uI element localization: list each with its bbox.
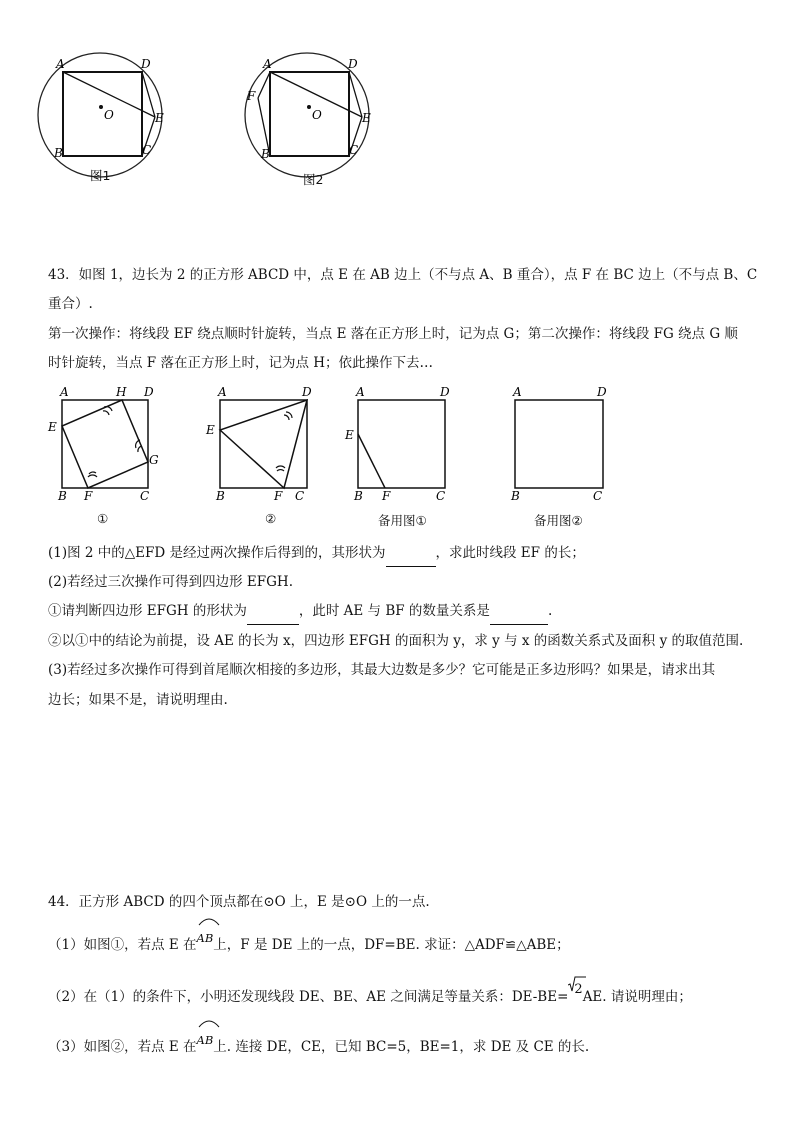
quadrilateral-efgh bbox=[62, 400, 148, 488]
q43-part-2a-text: ①请判断四边形 EFGH 的形状为 bbox=[48, 603, 247, 619]
q43-spare-figure-1-caption: 备用图① bbox=[378, 513, 427, 528]
angle-mark bbox=[276, 466, 285, 471]
q43-part-2a-mid: ，此时 AE 与 BF 的数量关系是 bbox=[298, 603, 490, 619]
q44-part-2 bbox=[48, 984, 760, 1011]
label-b: B bbox=[511, 489, 520, 503]
label-c: C bbox=[349, 143, 359, 157]
label-c: C bbox=[436, 489, 446, 503]
arc-ab-label: AB bbox=[196, 1033, 214, 1047]
label-d: D bbox=[440, 385, 450, 399]
square-abcd bbox=[62, 400, 148, 488]
label-a: A bbox=[356, 385, 365, 399]
label-f: F bbox=[274, 489, 283, 503]
q43-part-2: (2)若经过三次操作可得到四边形 EFGH. bbox=[48, 574, 293, 590]
sqrt-2 bbox=[568, 976, 582, 1003]
figure-2 bbox=[245, 50, 385, 190]
label-b: B bbox=[58, 489, 67, 503]
label-c: C bbox=[142, 143, 152, 157]
label-h: H bbox=[116, 385, 127, 399]
q43-intro-line2: 重合）. bbox=[48, 296, 93, 312]
q43-operation-line2: 时针旋转，当点 F 落在正方形上时，记为点 H；依此操作下去… bbox=[48, 355, 434, 371]
label-d: D bbox=[144, 385, 154, 399]
q43-intro-line1: 43．如图 1，边长为 2 的正方形 ABCD 中，点 E 在 AB 边上（不与点 A、B 重合），点 F 在 BC 边上（不与点 B、C bbox=[48, 267, 758, 283]
label-d: D bbox=[302, 385, 312, 399]
square-abcd bbox=[515, 400, 603, 488]
arc-ab bbox=[197, 925, 214, 952]
segment-de bbox=[349, 72, 362, 117]
label-e: E bbox=[345, 428, 354, 442]
label-e: E bbox=[155, 111, 164, 125]
q43-figure-2 bbox=[202, 382, 332, 507]
figure-1-caption: 图1 bbox=[90, 168, 111, 183]
q44-part-1 bbox=[48, 932, 760, 959]
q43-figure-2-caption: ② bbox=[265, 511, 277, 526]
label-e: E bbox=[362, 111, 371, 125]
q43-spare-figure-2-caption: 备用图② bbox=[534, 513, 583, 528]
label-b: B bbox=[354, 489, 363, 503]
angle-mark bbox=[284, 412, 292, 420]
q43-operation-line1: 第一次操作：将线段 EF 绕点顺时针旋转，当点 E 落在正方形上时，记为点 G；第二次操作：将线段 FG 绕点 G 顺 bbox=[48, 326, 738, 342]
q43-part-2b: ②以①中的结论为前提，设 AE 的长为 x，四边形 EFGH 的面积为 y，求 y 与 x 的函数关系式及面积 y 的取值范围. bbox=[48, 633, 744, 649]
arc-ab-label: AB bbox=[196, 931, 214, 945]
label-f: F bbox=[247, 89, 256, 103]
label-d: D bbox=[141, 57, 151, 71]
square-abcd bbox=[63, 72, 142, 156]
label-f: F bbox=[84, 489, 93, 503]
square-abcd bbox=[358, 400, 445, 488]
label-e: E bbox=[48, 420, 57, 434]
q43-part-3-line1: (3)若经过多次操作可得到首尾顺次相接的多边形，其最大边数是多少？它可能是正多边形吗？如果是，请求出其 bbox=[48, 662, 716, 678]
label-a: A bbox=[56, 57, 65, 71]
figure-2-caption: 图2 bbox=[303, 172, 324, 187]
segment-ef bbox=[358, 434, 385, 488]
label-b: B bbox=[54, 146, 63, 160]
q44-part-3-text: （3）如图②，若点 E 在 bbox=[48, 1039, 197, 1055]
label-c: C bbox=[295, 489, 305, 503]
q44-part-2-text: （2）在（1）的条件下，小明还发现线段 DE、BE、AE 之间满足等量关系：DE-BE= bbox=[48, 989, 569, 1005]
q43-part-2a-end: . bbox=[547, 603, 553, 619]
label-c: C bbox=[593, 489, 603, 503]
arc-mark bbox=[198, 1018, 220, 1028]
segment-af bbox=[258, 72, 270, 98]
q43-part-1-text: (1)图 2 中的△EFD 是经过两次操作后得到的，其形状为 bbox=[48, 545, 386, 561]
q43-part-2a bbox=[48, 598, 760, 625]
answer-blank[interactable] bbox=[490, 607, 548, 625]
label-d: D bbox=[348, 57, 358, 71]
q43-figure-1 bbox=[44, 382, 174, 507]
q43-figure-1-caption: ① bbox=[97, 511, 109, 526]
arc-mark bbox=[198, 916, 220, 926]
label-d: D bbox=[597, 385, 607, 399]
radical-sign bbox=[568, 976, 586, 992]
label-o: O bbox=[104, 108, 114, 122]
label-o: O bbox=[312, 108, 322, 122]
answer-blank[interactable] bbox=[386, 549, 436, 567]
q43-part-3-line2: 边长；如果不是，请说明理由. bbox=[48, 692, 228, 708]
label-b: B bbox=[216, 489, 225, 503]
label-a: A bbox=[263, 57, 272, 71]
sqrt-value: 2 bbox=[574, 982, 583, 997]
label-e: E bbox=[206, 423, 215, 437]
q44-part-3 bbox=[48, 1034, 760, 1061]
q44-part-3-text-end: 上. 连接 DE，CE，已知 BC=5，BE=1，求 DE 及 CE 的长. bbox=[213, 1039, 590, 1055]
q44-intro: 44．正方形 ABCD 的四个顶点都在⊙O 上，E 是⊙O 上的一点. bbox=[48, 894, 430, 910]
center-point bbox=[99, 105, 103, 109]
label-a: A bbox=[513, 385, 522, 399]
right-angle-mark bbox=[88, 472, 97, 477]
square-abcd bbox=[270, 72, 349, 156]
q44-part-1-text-end: 上，F 是 DE 上的一点，DF=BE. 求证：△ADF≌△ABE； bbox=[213, 937, 570, 953]
answer-blank[interactable] bbox=[247, 607, 299, 625]
square-abcd bbox=[220, 400, 307, 488]
segment-de bbox=[142, 72, 155, 117]
label-c: C bbox=[140, 489, 150, 503]
label-a: A bbox=[60, 385, 69, 399]
q43-spare-figure-2 bbox=[497, 382, 627, 507]
center-point bbox=[307, 105, 311, 109]
q43-part-1-text-end: ，求此时线段 EF 的长； bbox=[435, 545, 585, 561]
label-a: A bbox=[218, 385, 227, 399]
arc-ab bbox=[197, 1027, 214, 1054]
label-g: G bbox=[149, 453, 159, 467]
q43-spare-figure-1 bbox=[340, 382, 470, 507]
q44-part-1-text: （1）如图①，若点 E 在 bbox=[48, 937, 197, 953]
triangle-efd bbox=[220, 400, 307, 488]
q44-part-2-text-end: AE. 请说明理由； bbox=[582, 989, 692, 1005]
q43-part-1 bbox=[48, 540, 760, 567]
label-b: B bbox=[261, 147, 270, 161]
label-f: F bbox=[382, 489, 391, 503]
